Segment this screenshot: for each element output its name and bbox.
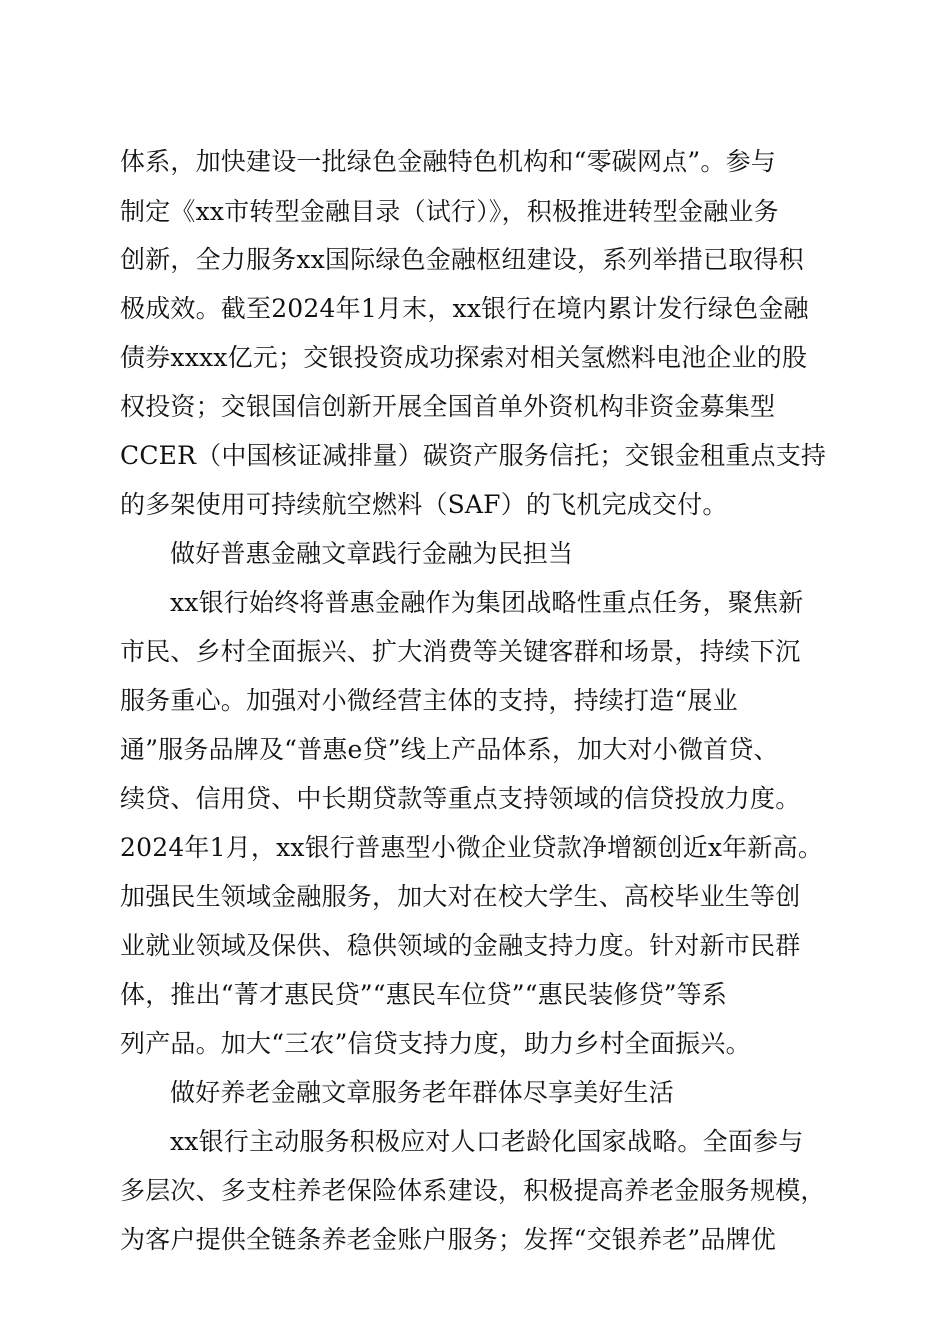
- text-line: 极成效。截至2024年1月末，xx银行在境内累计发行绿色金融: [120, 294, 809, 323]
- section-heading: 做好养老金融文章服务老年群体尽享美好生活: [170, 1078, 675, 1107]
- text-line: 体，推出“菁才惠民贷”“惠民车位贷”“惠民装修贷”等系: [120, 980, 728, 1009]
- text-line: 续贷、信用贷、中长期贷款等重点支持领域的信贷投放力度。: [120, 784, 801, 813]
- text-line: 债券xxxx亿元；交银投资成功探索对相关氢燃料电池企业的股: [120, 343, 808, 372]
- text-line: 体系，加快建设一批绿色金融特色机构和“零碳网点”。参与: [120, 147, 776, 176]
- text-line: 权投资；交银国信创新开展全国首单外资机构非资金募集型: [120, 392, 776, 421]
- text-line: 服务重心。加强对小微经营主体的支持，持续打造“展业: [120, 686, 738, 715]
- text-line: 市民、乡村全面振兴、扩大消费等关键客群和场景，持续下沉: [120, 637, 801, 666]
- section-heading: 做好普惠金融文章践行金融为民担当: [170, 539, 574, 568]
- text-line: 加强民生领域金融服务，加大对在校大学生、高校毕业生等创: [120, 882, 801, 911]
- text-line: 业就业领域及保供、稳供领域的金融支持力度。针对新市民群: [120, 931, 801, 960]
- text-line: 多层次、多支柱养老保险体系建设，积极提高养老金服务规模，: [120, 1176, 826, 1205]
- text-line: xx银行始终将普惠金融作为集团战略性重点任务，聚焦新: [170, 588, 804, 617]
- text-line: 通”服务品牌及“普惠e贷”线上产品体系，加大对小微首贷、: [120, 735, 779, 764]
- text-line: 2024年1月，xx银行普惠型小微企业贷款净增额创近x年新高。: [120, 833, 824, 862]
- text-line: CCER（中国核证减排量）碳资产服务信托；交银金租重点支持: [120, 441, 827, 470]
- text-line: 的多架使用可持续航空燃料（SAF）的飞机完成交付。: [120, 490, 728, 519]
- text-line: 列产品。加大“三农”信贷支持力度，助力乡村全面振兴。: [120, 1029, 751, 1058]
- text-line: xx银行主动服务积极应对人口老龄化国家战略。全面参与: [170, 1127, 804, 1156]
- text-line: 为客户提供全链条养老金账户服务；发挥“交银养老”品牌优: [120, 1225, 776, 1254]
- text-line: 制定《xx市转型金融目录（试行）》，积极推进转型金融业务: [120, 197, 779, 226]
- text-line: 创新，全力服务xx国际绿色金融枢纽建设，系列举措已取得积: [120, 245, 804, 274]
